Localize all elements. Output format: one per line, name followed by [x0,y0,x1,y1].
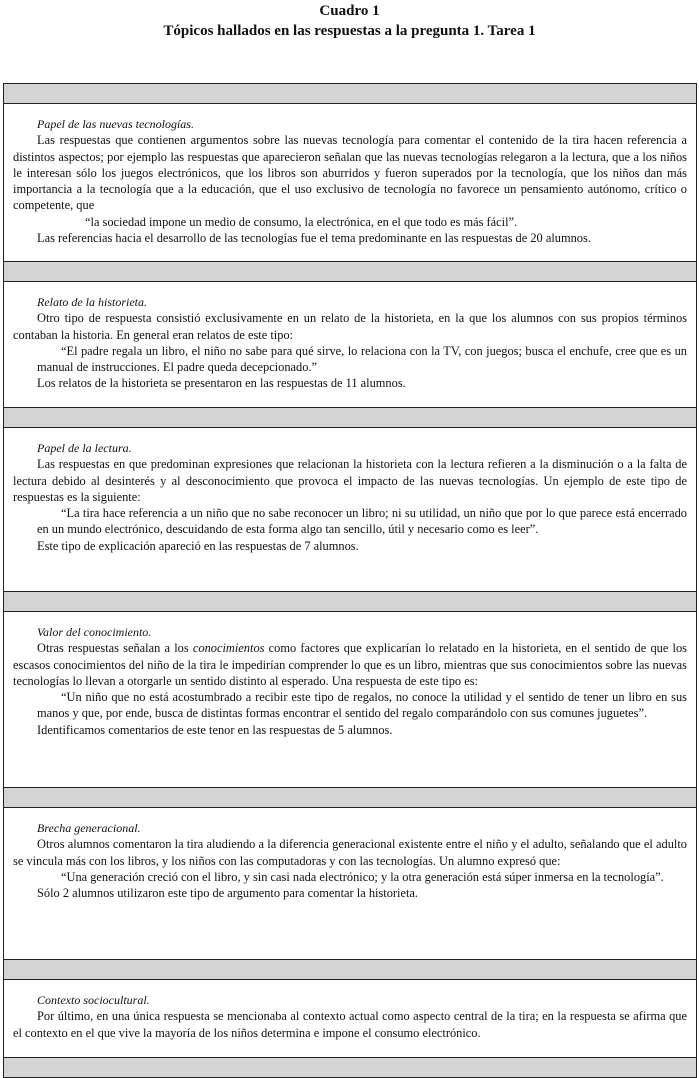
separator-bar [4,960,696,980]
paragraph: Las respuestas que contienen argumentos sobre las nuevas tecnología para comentar el contenido de la tira hacen referencia a distintos aspectos; por ejemplo las respuestas que aparecieron señalan que las nuevas tecnologías relegaron a la lectura, que a los niños le interesan sólo los juegos electrónicos, que los libros son aburridos y fueron superados por la tecnología, que los niños dan más importancia a la tecnología que a la educación, que el uso exclusivo de tecnología no favorece un pensamiento autónomo, crítico o competente, que [13,133,687,213]
paragraph: Sólo 2 alumnos utilizaron este tipo de argumento para comentar la historieta. [37,886,419,901]
quote: “La tira hace referencia a un niño que no sabe reconocer un libro; ni su utilidad, un niño que por lo que parece está encerrado en un mundo electrónico, descuidando de esta forma algo tan sencillo, útil y necesario como es leer”. [37,506,687,537]
quote: “la sociedad impone un medio de consumo, la electrónica, en el que todo es más fácil”. [85,214,518,229]
table-number: Cuadro 1 [319,3,380,19]
separator-bar [4,592,696,612]
paragraph: Otros alumnos comentaron la tira aludiendo a la diferencia generacional existente entre el niño y el adulto, señalando que el adulto se vincula más con los libros, y los niños con las computadoras y con las tecnologías. Un alumno expresó que: [13,837,687,868]
table-title: Tópicos hallados en las respuestas a la pregunta 1. Tarea 1 [163,23,536,39]
paragraph: Por último, en una única respuesta se mencionaba al contexto actual como aspecto central de la tira; en la respuesta se afirma que el contexto en el que vive la mayoría de los niños determina e impone el consumo electrónico. [13,1009,687,1040]
section-reading-role [4,428,696,592]
paragraph: Las respuestas en que predominan expresiones que relacionan la historieta con la lectura refieren a la disminución o a la falta de lectura debido al desinterés y al desconocimiento que provoca el impacto de las nuevas tecnologías. Un ejemplo de este tipo de respuestas es la siguiente: [13,457,687,504]
separator-bar [4,1058,696,1078]
topics-table [3,83,697,1078]
paragraph-text: Otras respuestas señalan a los [37,641,193,656]
separator-bar [4,788,696,808]
quote: “Un niño que no está acostumbrado a recibir este tipo de regalos, no conoce la utilidad y el sentido de tener un libro en sus manos y que, por ende, busca de distintas formas encontrar el sentido del regalo comparándolo con sus comunes juguetes”. [37,690,687,721]
quote: “Una generación creció con el libro, y sin casi nada electrónico; y la otra generación está súper inmersa en la tecnología”. [61,869,664,884]
section-heading: Papel de la lectura. [37,441,132,455]
paragraph: Este tipo de explicación apareció en las respuestas de 7 alumnos. [37,538,359,553]
separator-bar [4,84,696,104]
section-generation-gap [4,808,696,960]
paragraph: Los relatos de la historieta se presentaron en las respuestas de 11 alumnos. [37,376,406,391]
section-story-retelling [4,282,696,408]
paragraph: Otro tipo de respuesta consistió exclusivamente en un relato de la historieta, en la que los alumnos con sus propios términos contaban la historia. En general eran relatos de este tipo: [13,311,687,342]
paragraph: Identificamos comentarios de este tenor en las respuestas de 5 alumnos. [37,722,393,737]
paragraph [13,640,687,689]
section-new-technologies [4,104,696,262]
section-heading: Relato de la historieta. [37,295,147,309]
separator-bar [4,262,696,282]
paragraph: Las referencias hacia el desarrollo de las tecnologías fue el tema predominante en las respuestas de 20 alumnos. [37,231,591,246]
section-heading: Contexto sociocultural. [37,993,150,1007]
emphasis-text: conocimientos [192,641,265,656]
section-sociocultural-context [4,980,696,1058]
quote: “El padre regala un libro, el niño no sabe para qué sirve, lo relaciona con la TV, con juegos; busca el enchufe, cree que es un manual de instrucciones. El padre queda decepcionado.” [37,343,687,375]
separator-bar [4,408,696,428]
paragraph-text: como factores que explicarían lo relatado en la historieta, en el sentido de que los escasos conocimientos del niño de la tira le impedirían comprender lo que es un libro, mientras que sus conocimientos sobre las nuevas tecnologías lo llevan a otorgarle un sentido distinto al esperado. Una respuesta de este tipo es: [13,641,687,688]
section-heading: Valor del conocimiento. [37,625,152,639]
section-heading: Papel de las nuevas tecnologías. [37,117,194,131]
section-heading: Brecha generacional. [37,821,141,835]
section-knowledge-value [4,612,696,788]
